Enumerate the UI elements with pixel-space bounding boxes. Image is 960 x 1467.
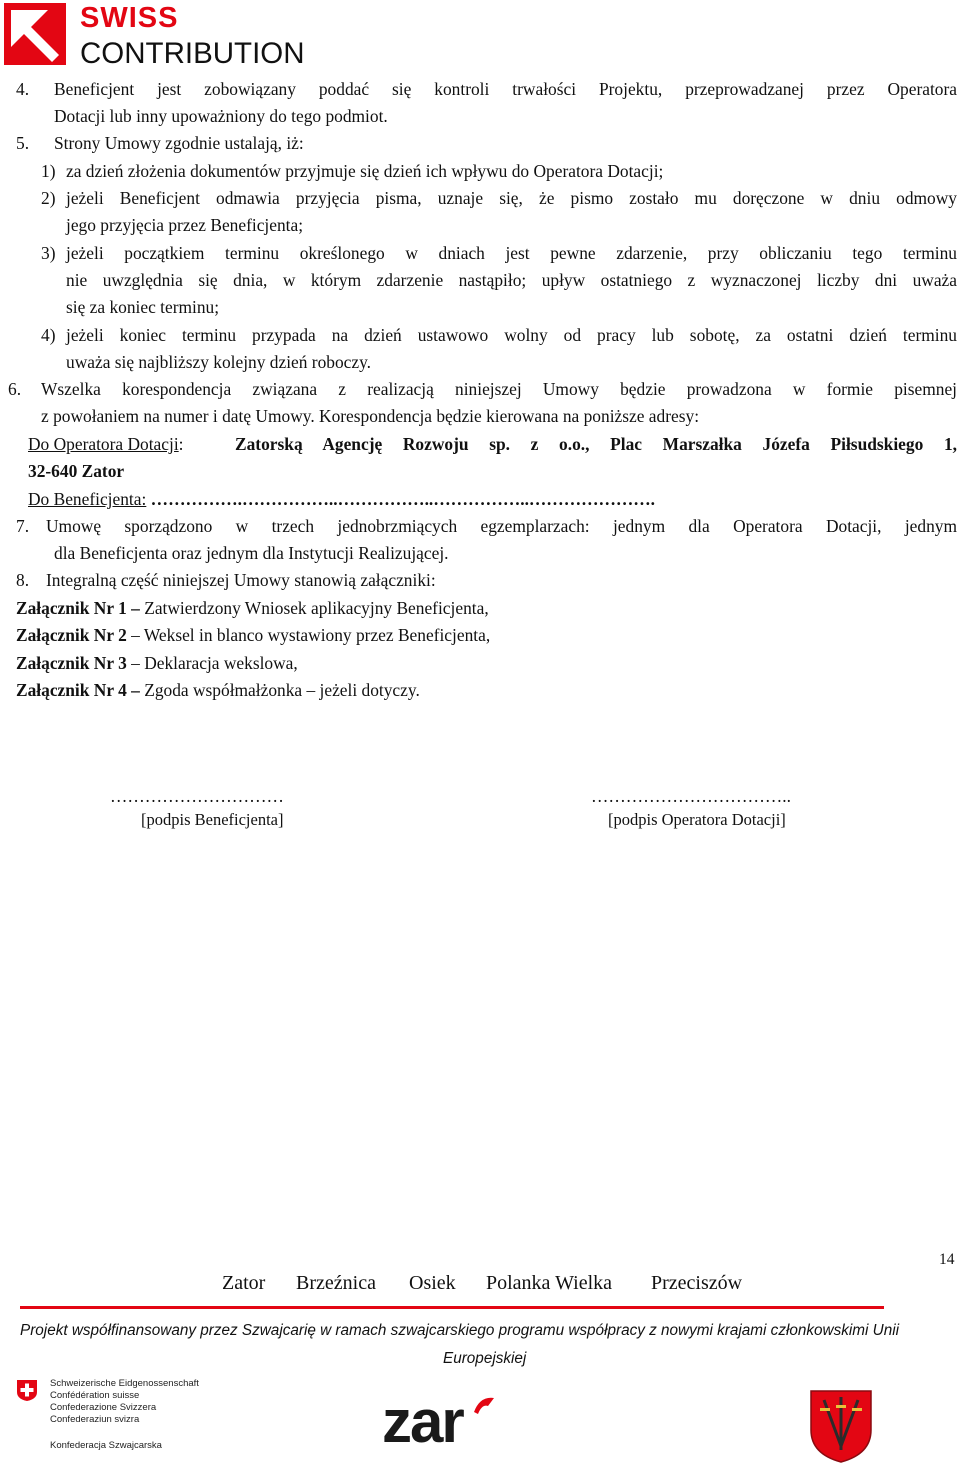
logo-text-contribution: CONTRIBUTION: [80, 37, 305, 70]
paragraph-8-line-1: Integralną część niniejszej Umowy stanowią załączniki:: [46, 570, 436, 590]
list-item-number: 2): [41, 188, 56, 208]
footer-town: Zator: [222, 1272, 266, 1294]
footer-town: Osiek: [409, 1272, 456, 1294]
list-item-number: 3): [41, 243, 56, 263]
attachment-label: Załącznik Nr 3: [16, 653, 127, 673]
attachment-text: – Deklaracja wekslowa,: [131, 653, 298, 673]
attachment-item: [16, 677, 420, 704]
paragraph-7-line-1: Umowę sporządzono w trzech jednobrzmiących egzemplarzach: jednym dla Operatora Dotacji, jednym: [46, 516, 957, 536]
paragraph-4-number: 4.: [16, 79, 30, 99]
list-item-number: 1): [41, 161, 56, 181]
paragraph-5-number: 5.: [16, 133, 30, 153]
attachment-item: [16, 595, 489, 622]
footer-towns: [0, 1269, 960, 1297]
operator-label: Do Operatora Dotacji: [28, 434, 179, 454]
zar-logo-red-swoosh: [474, 1398, 494, 1414]
swiss-cross-icon: [15, 1378, 39, 1402]
signature-label-beneficiary: [podpis Beneficjenta]: [141, 810, 284, 829]
attachment-label: Załącznik Nr 4 –: [16, 680, 140, 700]
footer-town: Brzeźnica: [296, 1272, 376, 1294]
page-number: 14: [939, 1251, 955, 1268]
paragraph-6-line-1: Wszelka korespondencja związana z realizacją niniejszej Umowy będzie prowadzona w formie pisemnej: [41, 379, 957, 399]
operator-label-colon: :: [178, 434, 184, 454]
list-item-line: jeżeli Beneficjent odmawia przyjęcia pisma, uznaje się, że pismo zostało mu doręczone w dniu odmowy: [66, 188, 957, 208]
coat-of-arms-icon: [808, 1388, 874, 1464]
confederation-name-rm: Confederaziun svizra: [50, 1414, 140, 1425]
paragraph-7-number: 7.: [16, 516, 30, 536]
attachment-text: Zatwierdzony Wniosek aplikacyjny Beneficjenta,: [144, 598, 489, 618]
confederation-name-pl: Konfederacja Szwajcarska: [50, 1440, 162, 1451]
footer-town: Przeciszów: [651, 1272, 743, 1294]
signature-line-operator: ……………………………..: [591, 786, 791, 806]
footer-town: Polanka Wielka: [486, 1272, 613, 1294]
paragraph-8-number: 8.: [16, 570, 30, 590]
paragraph-5-line-1: Strony Umowy zgodnie ustalają, iż:: [54, 133, 304, 153]
list-item-number: 4): [41, 325, 56, 345]
signature-label-operator: [podpis Operatora Dotacji]: [608, 810, 786, 829]
footer-divider: [20, 1306, 884, 1309]
paragraph-6-line-2: z powołaniem na numer i datę Umowy. Korespondencja będzie kierowana na poniższe adresy:: [41, 406, 700, 426]
operator-address-line: [28, 431, 957, 458]
list-item-line: uważa się najbliższy kolejny dzień roboczy.: [66, 352, 372, 372]
list-item-line: się za koniec terminu;: [66, 297, 220, 317]
paragraph-7-line-2: dla Beneficjenta oraz jednym dla Instytucji Realizującej.: [54, 543, 449, 563]
attachment-text: Zgoda współmałżonka – jeżeli dotyczy.: [144, 680, 420, 700]
operator-address-city: 32-640 Zator: [28, 461, 125, 481]
confederation-name-fr: Confédération suisse: [50, 1390, 140, 1401]
logo-text-swiss: SWISS: [80, 2, 179, 34]
attachment-item: [16, 650, 298, 677]
attachment-label: Załącznik Nr 2: [16, 625, 127, 645]
list-item-line: nie uwzględnia się dnia, w którym zdarzenie nastąpiło; upływ ostatniego z wyznaczonej liczby dni uważa: [66, 270, 957, 290]
attachment-label: Załącznik Nr 1 –: [16, 598, 140, 618]
signature-line-beneficiary: …………………………: [110, 786, 284, 806]
confederation-name-it: Confederazione Svizzera: [50, 1402, 157, 1413]
beneficiary-label: Do Beneficjenta:: [28, 489, 147, 509]
paragraph-4-line-1: Beneficjent jest zobowiązany poddać się kontroli trwałości Projektu, przeprowadzanej przez Operatora: [54, 79, 957, 99]
footer-funding-note-continued: Europejskiej: [443, 1350, 527, 1367]
list-item-line: jeżeli koniec terminu przypada na dzień ustawowo wolny od pracy lub sobotę, za ostatni dzień terminu: [66, 325, 957, 345]
list-item-line: jego przyjęcia przez Beneficjenta;: [66, 215, 304, 235]
zar-logo-text: zar: [382, 1392, 463, 1450]
operator-label-group: [28, 431, 184, 458]
paragraph-6-number: 6.: [8, 379, 22, 399]
beneficiary-address-blank: …………….……………..……………..……………..………………….: [150, 489, 655, 509]
list-item-line: za dzień złożenia dokumentów przyjmuje się dzień ich wpływu do Operatora Dotacji;: [66, 161, 664, 181]
zar-logo: [382, 1392, 544, 1450]
operator-address: Zatorską Agencję Rozwoju sp. z o.o., Plac Marszałka Józefa Piłsudskiego 1,: [235, 434, 957, 454]
attachment-text: – Weksel in blanco wystawiony przez Beneficjenta,: [131, 625, 491, 645]
attachment-item: [16, 622, 490, 649]
confederation-name-de: Schweizerische Eidgenossenschaft: [50, 1378, 199, 1389]
footer-funding-note: Projekt współfinansowany przez Szwajcarię w ramach szwajcarskiego programu współpracy z nowymi krajami członkowskimi Unii: [20, 1322, 900, 1339]
swiss-contribution-corner-arrow-icon: [4, 3, 66, 65]
paragraph-4-line-2: Dotacji lub inny upoważniony do tego podmiot.: [54, 106, 388, 126]
list-item-line: jeżeli początkiem terminu określonego w dniach jest pewne zdarzenie, przy obliczaniu tego terminu: [66, 243, 957, 263]
beneficiary-address-line: [28, 486, 655, 513]
